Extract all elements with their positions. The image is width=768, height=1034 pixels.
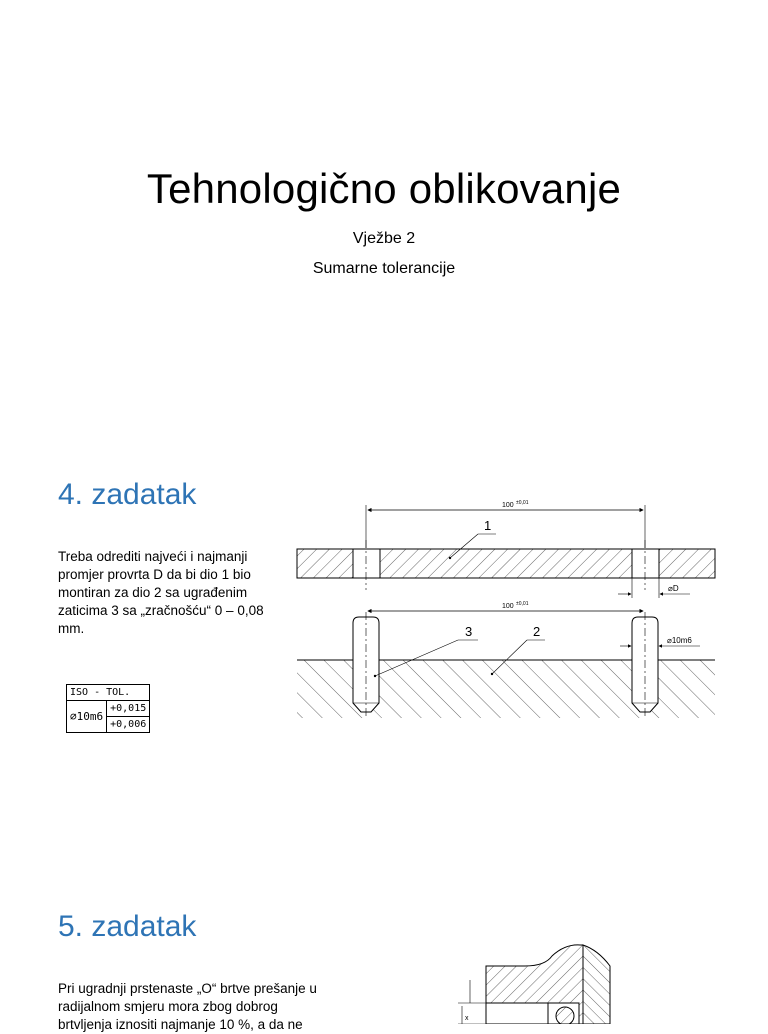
tolerance-upper: +0,015 xyxy=(107,701,150,717)
task5-heading: 5. zadatak xyxy=(58,910,197,943)
label-pin-diameter: ⌀10m6 xyxy=(667,636,692,645)
task4-text: Treba odrediti najveći i najmanji promjer provrta D da bi dio 1 bio montiran za dio 2 sa ugrađenim zaticima 3 sa „zračnošću“ 0 – 0,08 mm. xyxy=(58,549,264,636)
dim-top-tol: ±0,01 xyxy=(516,500,529,506)
slide-subtitle-2: Sumarne tolerancije xyxy=(312,260,456,277)
task5-text: Pri ugradnji prstenaste „O“ brtve prešanje u radijalnom smjeru mora zbog dobrog brtvljenja iznositi najmanje 10 %, a da ne xyxy=(58,981,317,1032)
label-2: 2 xyxy=(533,624,541,639)
tolerance-designation: ∅10m6 xyxy=(67,701,107,733)
task4-heading: 4. zadatak xyxy=(58,478,197,511)
dim-mid-value: 100 xyxy=(502,603,514,610)
dim-top-value: 100 xyxy=(502,502,514,509)
label-1: 1 xyxy=(484,518,492,533)
seal-housing xyxy=(458,945,610,1024)
label-D: ⌀D xyxy=(668,584,679,593)
label-3: 3 xyxy=(465,624,473,639)
slide-title: Tehnologično oblikovanje xyxy=(146,165,622,212)
label-x: x xyxy=(465,1015,469,1022)
slide-subtitle-1: Vježbe 2 xyxy=(352,230,416,247)
tolerance-table-header: ISO - TOL. xyxy=(67,685,150,701)
tolerance-lower: +0,006 xyxy=(107,717,150,733)
dim-mid-tol: ±0,01 xyxy=(516,601,529,607)
